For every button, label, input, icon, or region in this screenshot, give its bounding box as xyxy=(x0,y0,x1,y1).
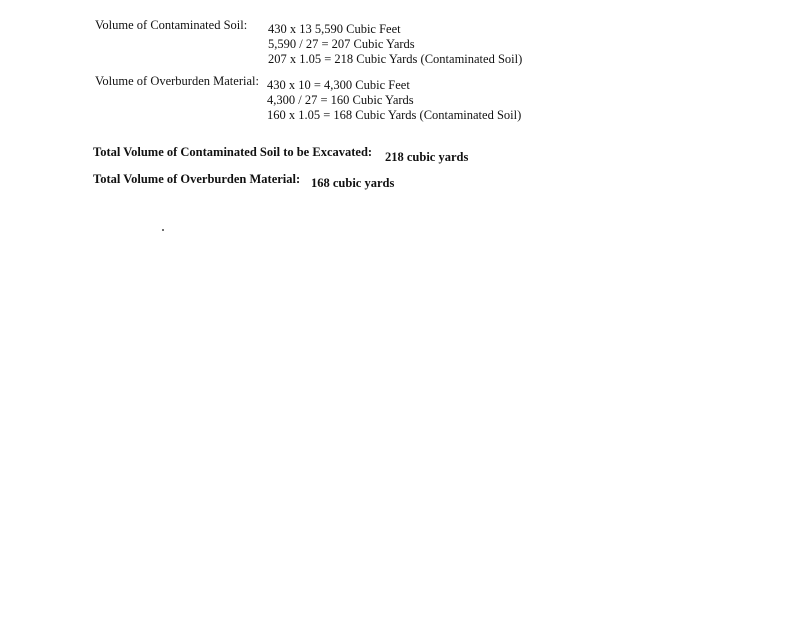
calc-line: 430 x 10 = 4,300 Cubic Feet xyxy=(267,78,410,92)
scan-speck xyxy=(162,229,164,231)
calc-line: 4,300 / 27 = 160 Cubic Yards xyxy=(267,93,414,107)
calc-line: 207 x 1.05 = 218 Cubic Yards (Contaminated Soil) xyxy=(268,52,523,66)
total-overburden-material xyxy=(93,172,395,190)
calc-line: 160 x 1.05 = 168 Cubic Yards (Contaminated Soil) xyxy=(267,108,522,122)
calc-line: 430 x 13 5,590 Cubic Feet xyxy=(268,22,401,36)
total-overburden-material-label: Total Volume of Overburden Material: xyxy=(93,172,301,186)
contaminated-soil-lines xyxy=(268,22,522,67)
contaminated-soil-label: Volume of Contaminated Soil: xyxy=(95,18,248,32)
calc-line: 5,590 / 27 = 207 Cubic Yards xyxy=(268,37,415,51)
total-contaminated-soil-label: Total Volume of Contaminated Soil to be Excavated: xyxy=(93,145,373,159)
total-contaminated-soil-value: 218 cubic yards xyxy=(385,150,469,164)
total-contaminated-soil xyxy=(93,145,469,164)
overburden-material-lines xyxy=(267,78,521,123)
total-overburden-material-value: 168 cubic yards xyxy=(311,176,395,190)
overburden-material-label: Volume of Overburden Material: xyxy=(95,74,259,88)
